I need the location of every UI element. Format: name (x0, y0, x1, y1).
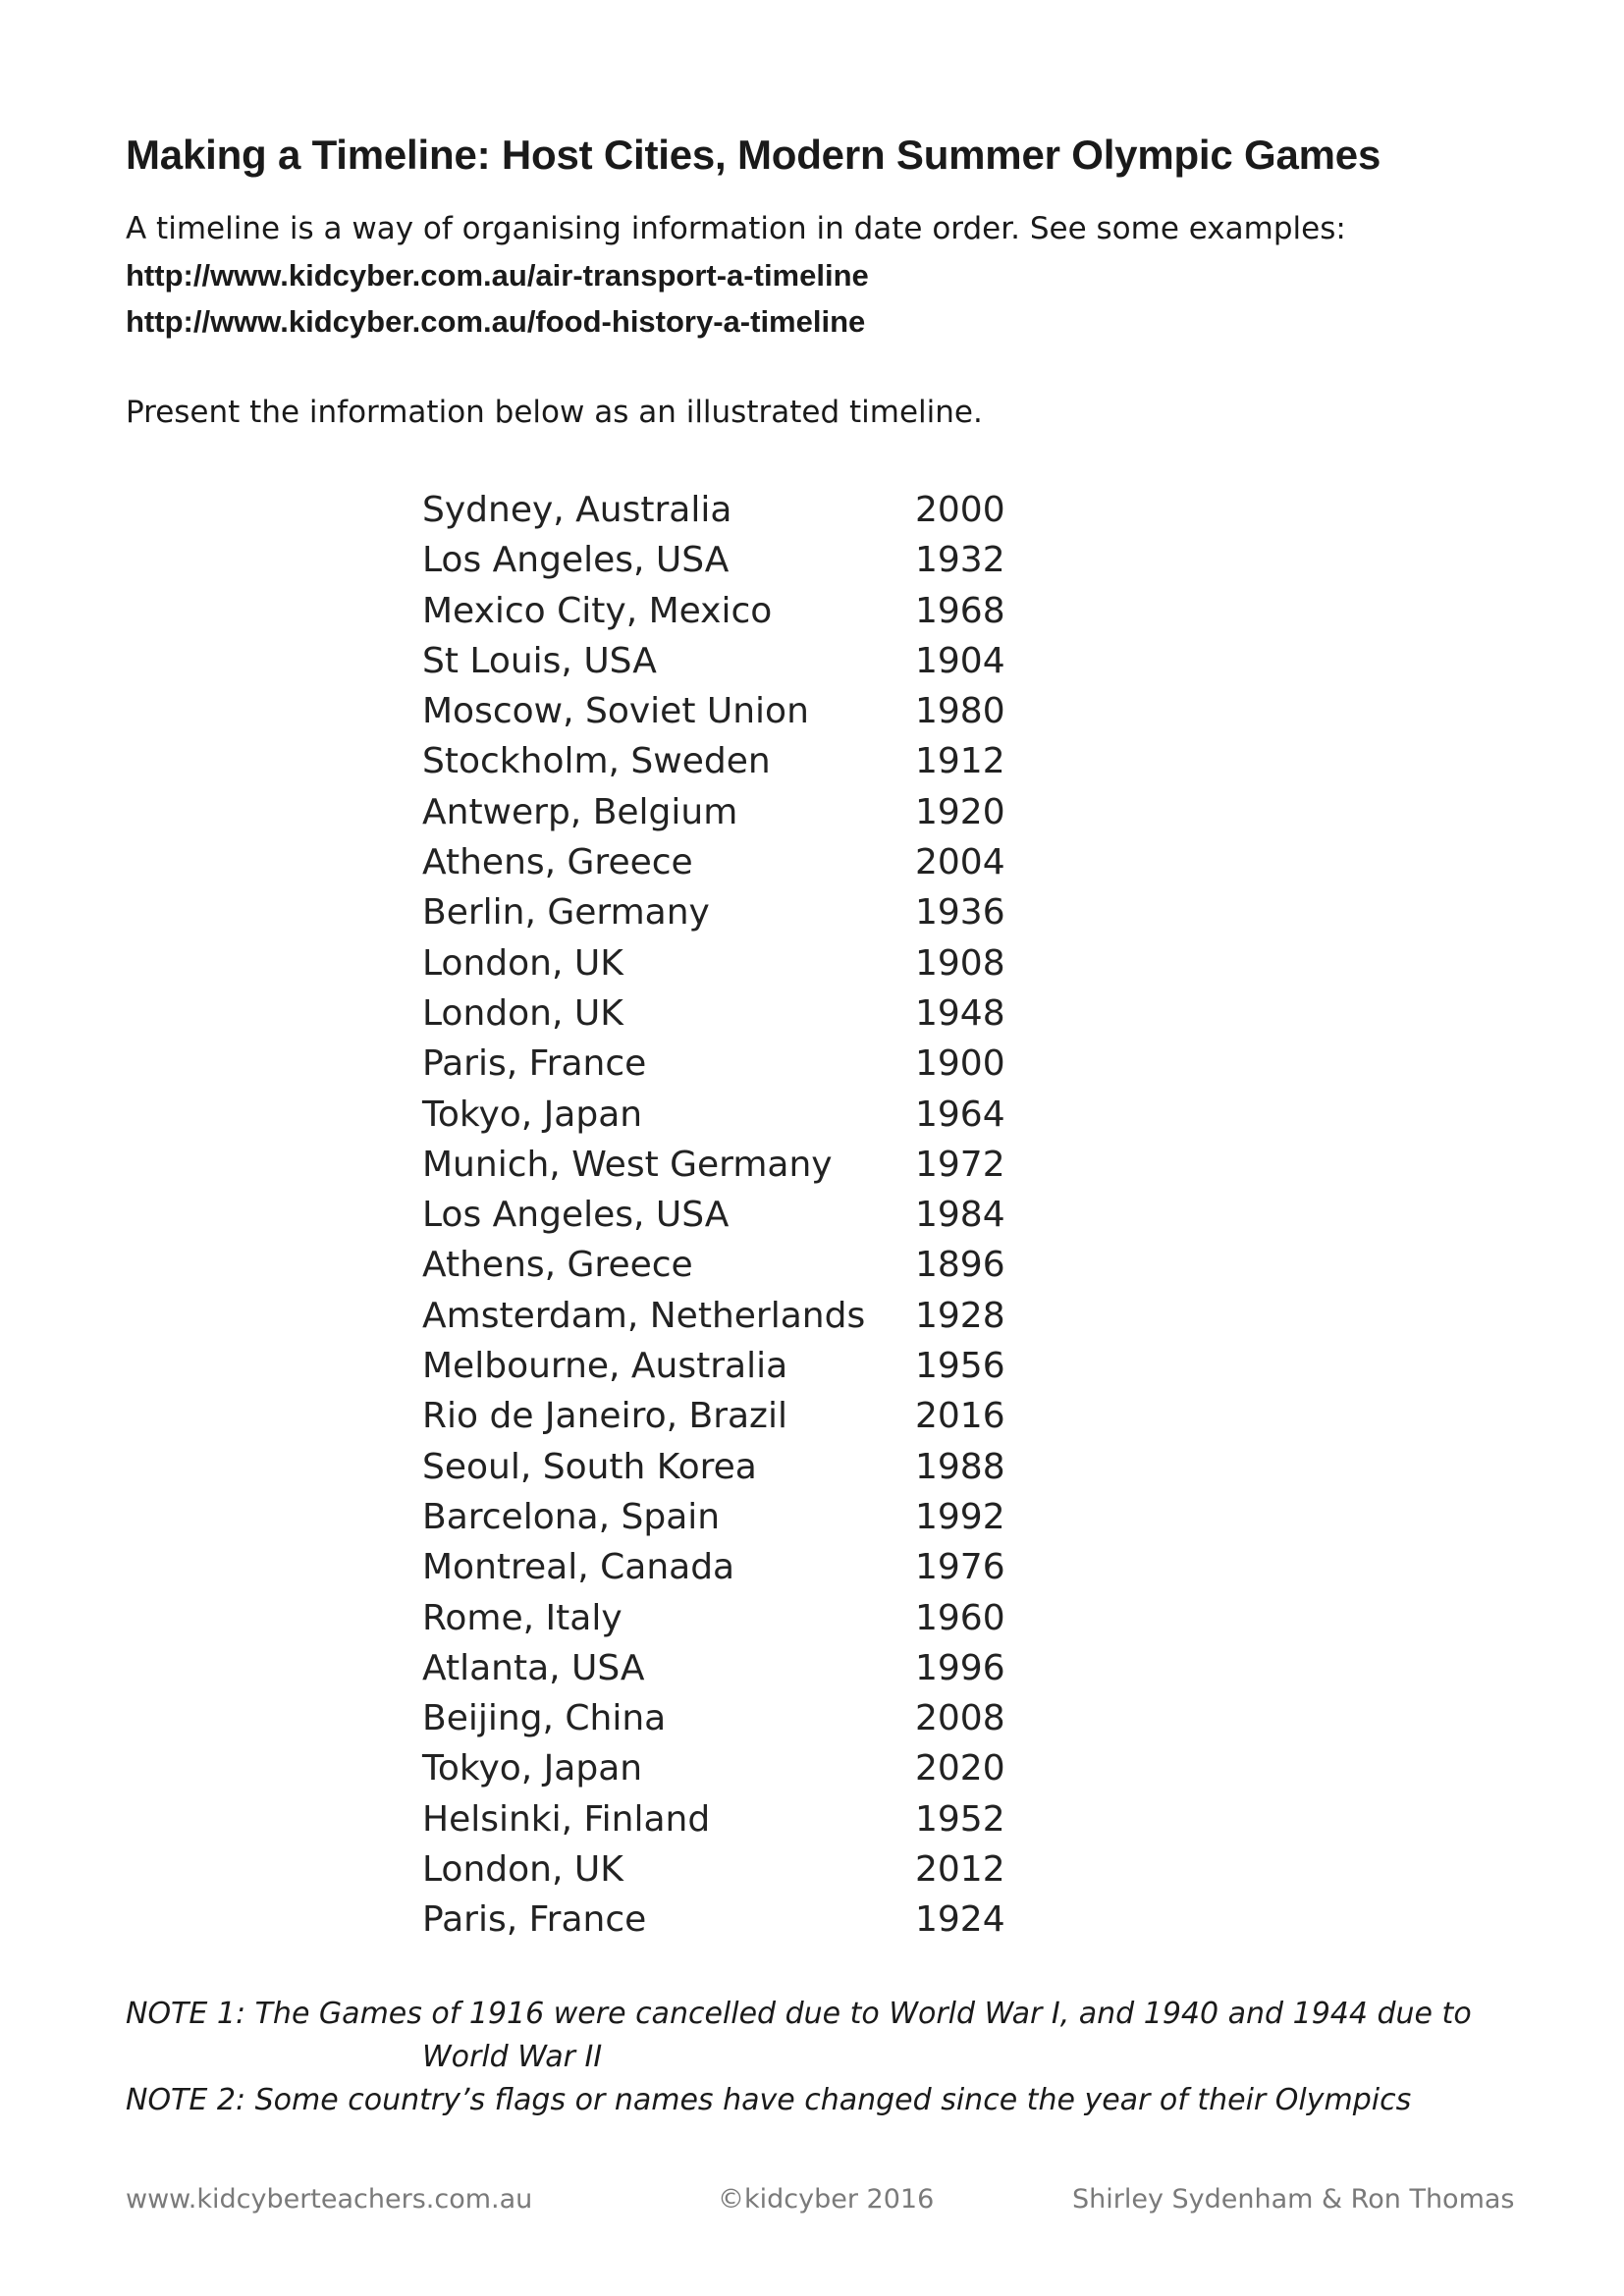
host-row (422, 1442, 1011, 1492)
footer-website: www.kidcyberteachers.com.au (126, 2184, 533, 2215)
host-city: London, UK (422, 992, 623, 1034)
host-city: Helsinki, Finland (422, 1798, 711, 1840)
host-year: 1992 (915, 1496, 1005, 1537)
host-year: 1896 (915, 1245, 1005, 1286)
host-city: Tokyo, Japan (422, 1748, 643, 1789)
host-row (422, 1643, 1011, 1693)
host-city: Los Angeles, USA (422, 1195, 730, 1236)
host-row (422, 837, 1011, 887)
host-city: Sydney, Australia (422, 490, 732, 530)
example-link-air-transport[interactable]: http://www.kidcyber.com.au/air-transport-a-timeline (126, 258, 869, 293)
host-city: Athens, Greece (422, 1245, 693, 1286)
host-row (422, 1794, 1011, 1844)
host-row (422, 1391, 1011, 1441)
example-link-food-history[interactable]: http://www.kidcyber.com.au/food-history-a-timeline (126, 304, 866, 339)
host-year: 1912 (915, 741, 1005, 782)
host-city: Montreal, Canada (422, 1547, 735, 1588)
host-year: 1972 (915, 1144, 1005, 1185)
host-city: Melbourne, Australia (422, 1346, 788, 1387)
intro-section (126, 206, 1346, 345)
host-year: 1976 (915, 1547, 1005, 1588)
host-year: 1932 (915, 540, 1005, 581)
host-year: 2000 (915, 490, 1005, 530)
host-row (422, 938, 1011, 988)
host-year: 1968 (915, 590, 1005, 631)
host-year: 1904 (915, 640, 1005, 681)
host-row (422, 1542, 1011, 1592)
instruction-text: Present the information below as an illustrated timeline. (126, 395, 983, 430)
host-year: 1980 (915, 691, 1005, 732)
host-city: Berlin, Germany (422, 892, 710, 934)
host-city: Paris, France (422, 1043, 647, 1085)
host-row (422, 1140, 1011, 1190)
host-row (422, 1039, 1011, 1089)
notes-section (126, 1993, 1472, 2122)
footer-copyright: ©kidcyber 2016 (718, 2184, 935, 2215)
host-city: Munich, West Germany (422, 1144, 833, 1185)
host-city: Seoul, South Korea (422, 1446, 757, 1487)
host-city: Athens, Greece (422, 842, 693, 883)
host-city: Tokyo, Japan (422, 1094, 643, 1135)
host-year: 1988 (915, 1446, 1005, 1487)
host-row (422, 1743, 1011, 1793)
host-row (422, 1240, 1011, 1290)
host-year: 1948 (915, 992, 1005, 1034)
host-row (422, 1593, 1011, 1643)
host-year: 2020 (915, 1748, 1005, 1789)
host-row (422, 1291, 1011, 1341)
host-year: 1956 (915, 1346, 1005, 1387)
intro-text: A timeline is a way of organising information in date order. See some examples: (126, 211, 1346, 246)
note-1-line-2: World War II (422, 2040, 603, 2074)
host-city: St Louis, USA (422, 640, 657, 681)
host-row (422, 686, 1011, 736)
host-city: Mexico City, Mexico (422, 590, 773, 631)
host-city: Amsterdam, Netherlands (422, 1295, 866, 1336)
host-city: Antwerp, Belgium (422, 791, 738, 832)
host-year: 1960 (915, 1597, 1005, 1638)
page-title: Making a Timeline: Host Cities, Modern Summer Olympic Games (126, 132, 1381, 178)
host-row (422, 636, 1011, 686)
host-city: Stockholm, Sweden (422, 741, 771, 782)
host-city-list (422, 485, 1011, 1946)
host-city: London, UK (422, 1849, 623, 1891)
host-year: 1928 (915, 1295, 1005, 1336)
host-year: 1936 (915, 892, 1005, 934)
host-year: 1996 (915, 1647, 1005, 1688)
host-row (422, 736, 1011, 786)
host-city: Paris, France (422, 1899, 647, 1941)
host-row (422, 988, 1011, 1039)
host-row (422, 485, 1011, 535)
host-city: Atlanta, USA (422, 1647, 645, 1688)
host-city: Beijing, China (422, 1698, 667, 1739)
host-row (422, 1341, 1011, 1391)
host-city: Rio de Janeiro, Brazil (422, 1396, 787, 1437)
host-year: 2012 (915, 1849, 1005, 1891)
host-year: 1908 (915, 942, 1005, 984)
host-row (422, 1190, 1011, 1240)
host-row (422, 1492, 1011, 1542)
host-year: 1952 (915, 1798, 1005, 1840)
host-city: Los Angeles, USA (422, 540, 730, 581)
host-year: 2004 (915, 842, 1005, 883)
host-year: 1900 (915, 1043, 1005, 1085)
footer-authors: Shirley Sydenham & Ron Thomas (1072, 2184, 1515, 2215)
host-city: Barcelona, Spain (422, 1496, 721, 1537)
note-2: NOTE 2: Some country’s flags or names have changed since the year of their Olympics (126, 2083, 1412, 2117)
host-row (422, 1090, 1011, 1140)
host-year: 1924 (915, 1899, 1005, 1941)
page-footer (0, 2184, 1624, 2223)
host-year: 1964 (915, 1094, 1005, 1135)
host-city: London, UK (422, 942, 623, 984)
host-row (422, 1844, 1011, 1895)
host-city: Rome, Italy (422, 1597, 623, 1638)
host-row (422, 787, 1011, 837)
host-row (422, 1895, 1011, 1945)
host-year: 2008 (915, 1698, 1005, 1739)
host-city: Moscow, Soviet Union (422, 691, 809, 732)
host-row (422, 887, 1011, 937)
host-row (422, 535, 1011, 585)
host-row (422, 1693, 1011, 1743)
host-row (422, 586, 1011, 636)
host-year: 1920 (915, 791, 1005, 832)
host-year: 1984 (915, 1195, 1005, 1236)
note-1-line-1: NOTE 1: The Games of 1916 were cancelled due to World War I, and 1940 and 1944 due to (126, 1997, 1472, 2031)
host-year: 2016 (915, 1396, 1005, 1437)
